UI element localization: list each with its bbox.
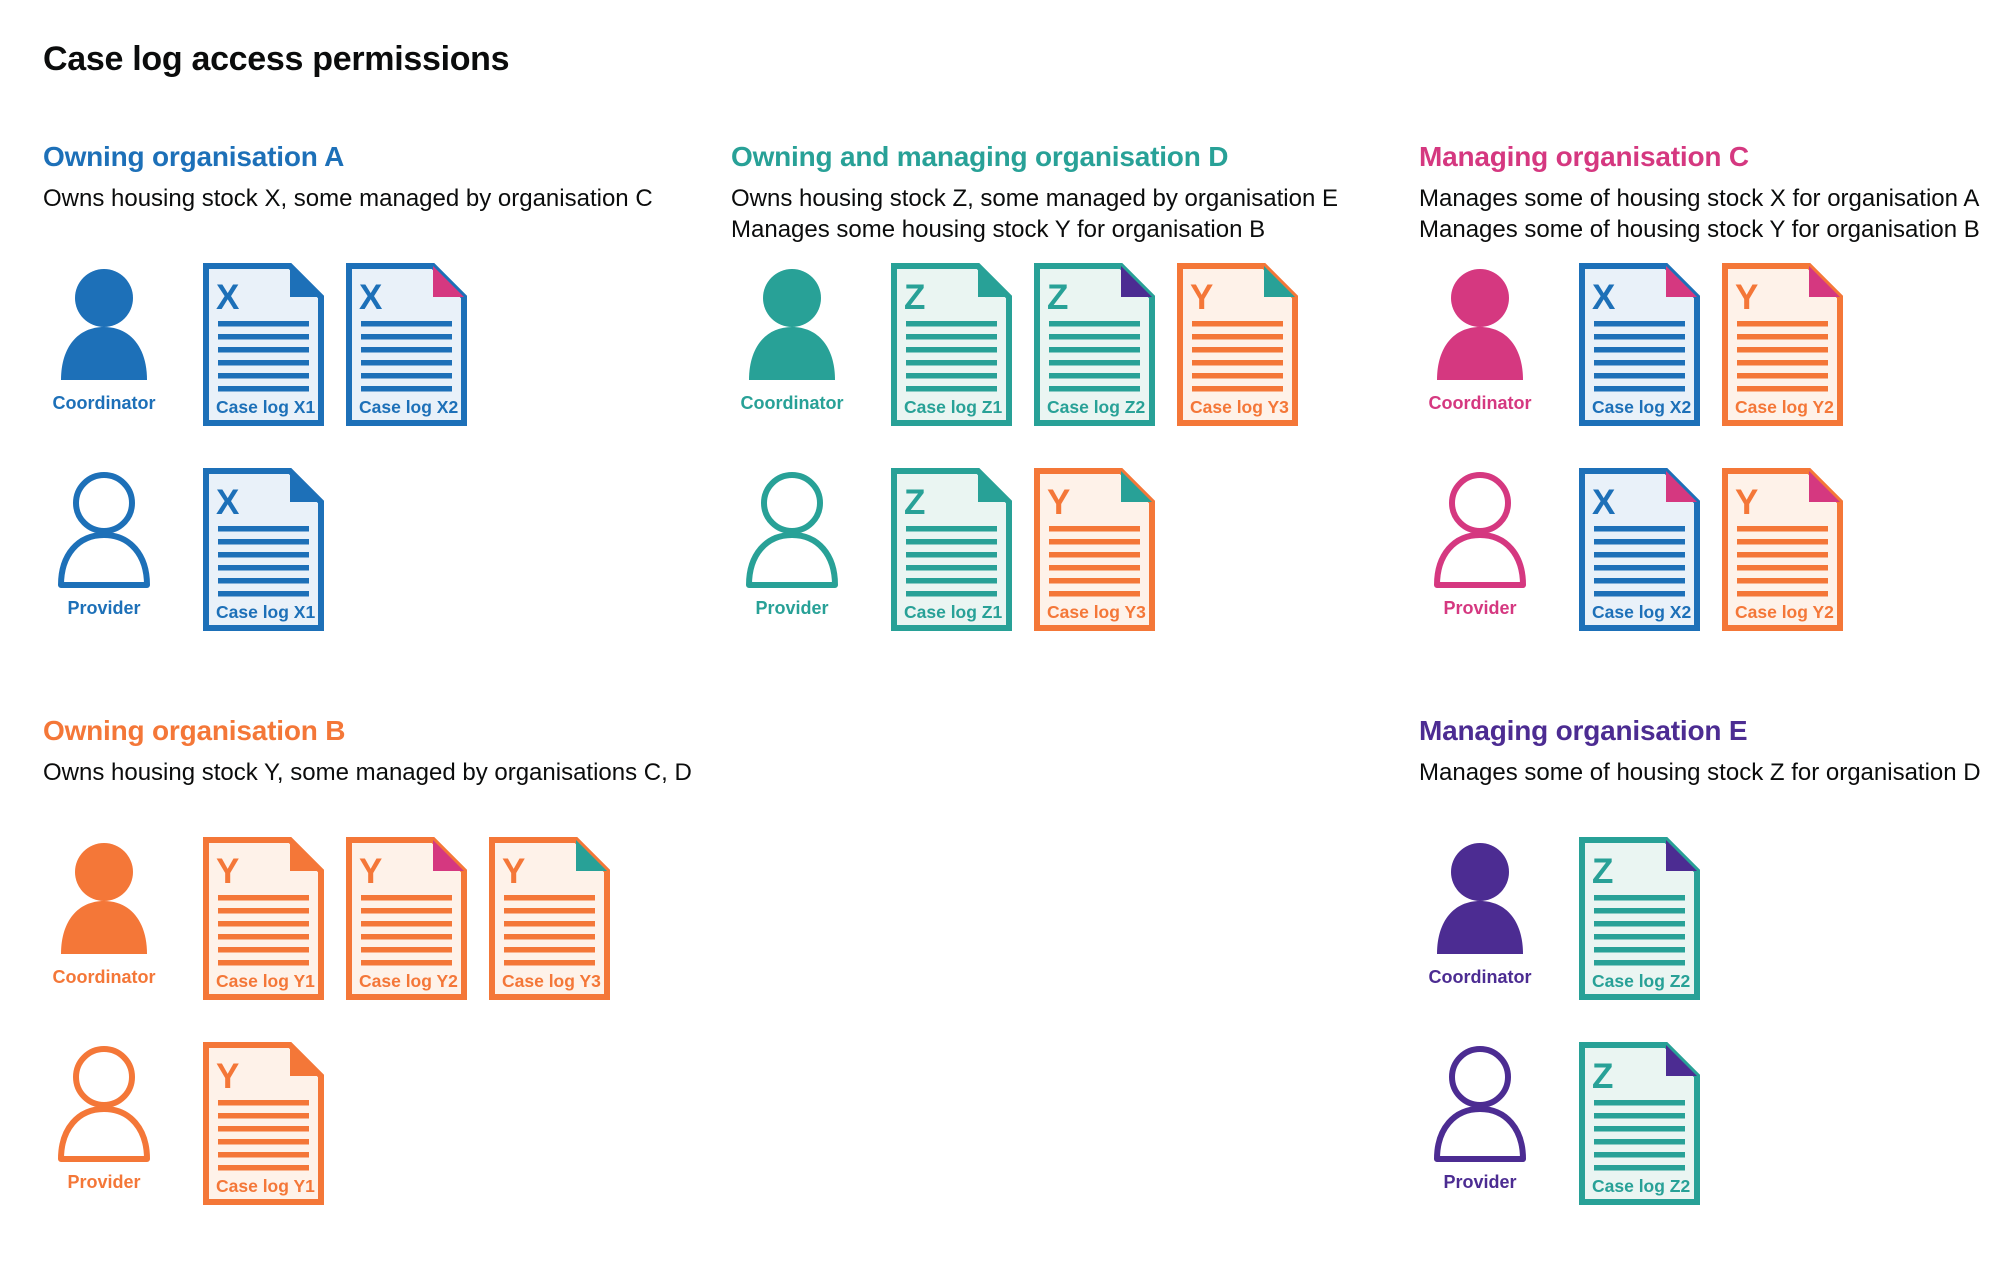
org-section-c: [1419, 141, 1998, 631]
org-section-a: [43, 141, 731, 631]
org-section-e: [1419, 715, 1998, 1205]
case-log-doc: [489, 837, 610, 1000]
stock-letter: Y: [216, 1057, 240, 1096]
case-log-label: Case log Y3: [502, 971, 601, 991]
case-log-doc-icon: [203, 263, 324, 426]
case-log-docs: [1579, 468, 1843, 631]
stock-letter: Y: [1047, 483, 1071, 522]
case-log-label: Case log Z1: [904, 602, 1003, 622]
coordinator-row: [731, 263, 1419, 426]
stock-letter: X: [1592, 483, 1616, 522]
case-log-doc-icon: [203, 837, 324, 1000]
stock-letter: X: [216, 278, 240, 317]
case-log-docs: [1579, 1042, 1700, 1205]
case-log-doc: [203, 1042, 324, 1205]
case-log-label: Case log Y2: [1735, 397, 1834, 417]
case-log-doc: [346, 263, 467, 426]
column-middle: [731, 141, 1419, 631]
org-description-line: Owns housing stock X, some managed by organisation C: [43, 185, 653, 212]
org-description-line: Owns housing stock Y, some managed by organisations C, D: [43, 759, 692, 786]
case-log-doc-icon: [1722, 263, 1843, 426]
case-log-doc: [1579, 263, 1700, 426]
case-log-docs: [203, 468, 324, 631]
case-log-doc-icon: [1722, 468, 1843, 631]
org-description: [1419, 757, 1998, 819]
case-log-doc: [203, 263, 324, 426]
person-icon: [1427, 267, 1533, 383]
case-log-label: Case log Y1: [216, 1176, 315, 1196]
org-title-a: Owning organisation A: [43, 141, 345, 172]
case-log-label: Case log Y3: [1047, 602, 1146, 622]
case-log-doc-icon: [1579, 1042, 1700, 1205]
person-outline-icon: [739, 472, 845, 588]
person-role-label: Coordinator: [740, 393, 844, 413]
page-title: Case log access permissions: [43, 40, 510, 78]
provider-person: [43, 468, 165, 619]
case-log-label: Case log Z2: [1592, 1176, 1691, 1196]
case-log-doc-icon: [203, 468, 324, 631]
column-left: [43, 141, 731, 1205]
org-description-line: Manages some of housing stock X for organisation A: [1419, 185, 1980, 212]
case-log-doc: [1579, 837, 1700, 1000]
person-role-label: Provider: [1443, 1172, 1517, 1192]
person-icon: [739, 267, 845, 383]
person-outline-icon: [51, 1046, 157, 1162]
case-log-doc: [891, 263, 1012, 426]
case-log-label: Case log X2: [359, 397, 459, 417]
case-log-doc-icon: [203, 1042, 324, 1205]
person-role-label: Provider: [67, 598, 141, 618]
case-log-doc-icon: [1579, 837, 1700, 1000]
case-log-doc-icon: [891, 263, 1012, 426]
case-log-doc-icon: [1034, 468, 1155, 631]
coordinator-row: [43, 837, 731, 1000]
provider-person: [1419, 1042, 1541, 1193]
stock-letter: X: [1592, 278, 1616, 317]
stock-letter: X: [216, 483, 240, 522]
case-log-doc-icon: [1177, 263, 1298, 426]
stock-letter: Z: [1047, 278, 1069, 317]
provider-row: [731, 468, 1419, 631]
person-role-label: Provider: [755, 598, 829, 618]
provider-row: [1419, 1042, 1998, 1205]
case-log-label: Case log Y2: [359, 971, 458, 991]
case-log-label: Case log X1: [216, 602, 316, 622]
stock-letter: Z: [1592, 852, 1614, 891]
case-log-label: Case log Y2: [1735, 602, 1834, 622]
stock-letter: Z: [904, 483, 926, 522]
case-log-doc: [1722, 468, 1843, 631]
org-description-line: Manages some housing stock Y for organisation B: [731, 216, 1266, 243]
coordinator-person: [43, 263, 165, 414]
case-log-doc: [1579, 468, 1700, 631]
case-log-label: Case log X2: [1592, 397, 1692, 417]
person-icon: [51, 841, 157, 957]
org-description: [43, 183, 731, 245]
coordinator-person: [1419, 263, 1541, 414]
person-role-label: Provider: [67, 1172, 141, 1192]
coordinator-person: [1419, 837, 1541, 988]
org-title-e: Managing organisation E: [1419, 715, 1748, 746]
stock-letter: Z: [1592, 1057, 1614, 1096]
case-log-doc: [203, 468, 324, 631]
case-log-doc-icon: [346, 837, 467, 1000]
column-right: [1419, 141, 1998, 1205]
person-outline-icon: [1427, 472, 1533, 588]
provider-row: [1419, 468, 1998, 631]
case-log-docs: [891, 468, 1155, 631]
org-section-b: [43, 715, 731, 1205]
provider-person: [731, 468, 853, 619]
case-log-label: Case log X1: [216, 397, 316, 417]
case-log-docs: [203, 837, 610, 1000]
org-columns: [43, 141, 2000, 1205]
case-log-doc: [891, 468, 1012, 631]
org-description-line: Owns housing stock Z, some managed by organisation E: [731, 185, 1338, 212]
case-log-doc: [1722, 263, 1843, 426]
case-log-docs: [203, 263, 467, 426]
org-title-c: Managing organisation C: [1419, 141, 1749, 172]
case-log-doc-icon: [891, 468, 1012, 631]
case-log-label: Case log Y3: [1190, 397, 1289, 417]
case-log-doc-icon: [1034, 263, 1155, 426]
case-log-doc-icon: [1579, 468, 1700, 631]
org-description-line: Manages some of housing stock Y for organisation B: [1419, 216, 1980, 243]
coordinator-row: [1419, 837, 1998, 1000]
person-icon: [51, 267, 157, 383]
provider-person: [43, 1042, 165, 1193]
case-log-doc: [1177, 263, 1298, 426]
person-role-label: Coordinator: [52, 967, 156, 987]
stock-letter: Y: [1190, 278, 1214, 317]
person-icon: [1427, 841, 1533, 957]
coordinator-person: [731, 263, 853, 414]
org-description: [1419, 183, 1998, 245]
coordinator-person: [43, 837, 165, 988]
org-description-line: Manages some of housing stock Z for organisation D: [1419, 759, 1981, 786]
case-log-doc-icon: [489, 837, 610, 1000]
case-log-label: Case log Z2: [1592, 971, 1691, 991]
org-title-d: Owning and managing organisation D: [731, 141, 1229, 172]
person-role-label: Provider: [1443, 598, 1517, 618]
stock-letter: Y: [502, 852, 526, 891]
case-log-doc: [346, 837, 467, 1000]
provider-row: [43, 468, 731, 631]
case-log-doc: [1034, 263, 1155, 426]
person-role-label: Coordinator: [52, 393, 156, 413]
stock-letter: X: [359, 278, 383, 317]
stock-letter: Y: [1735, 278, 1759, 317]
case-log-docs: [1579, 263, 1843, 426]
case-log-docs: [1579, 837, 1700, 1000]
case-log-label: Case log X2: [1592, 602, 1692, 622]
case-log-docs: [891, 263, 1298, 426]
person-role-label: Coordinator: [1428, 393, 1532, 413]
org-section-d: [731, 141, 1419, 631]
case-log-docs: [203, 1042, 324, 1205]
case-log-label: Case log Z1: [904, 397, 1003, 417]
person-role-label: Coordinator: [1428, 967, 1532, 987]
case-log-doc: [1034, 468, 1155, 631]
case-log-label: Case log Y1: [216, 971, 315, 991]
org-title-b: Owning organisation B: [43, 715, 346, 746]
stock-letter: Y: [1735, 483, 1759, 522]
coordinator-row: [1419, 263, 1998, 426]
person-outline-icon: [51, 472, 157, 588]
stock-letter: Y: [216, 852, 240, 891]
provider-row: [43, 1042, 731, 1205]
org-description: [43, 757, 731, 819]
org-description: [731, 183, 1419, 245]
person-outline-icon: [1427, 1046, 1533, 1162]
stock-letter: Z: [904, 278, 926, 317]
provider-person: [1419, 468, 1541, 619]
stock-letter: Y: [359, 852, 383, 891]
case-log-doc-icon: [1579, 263, 1700, 426]
case-log-doc: [1579, 1042, 1700, 1205]
case-log-doc: [203, 837, 324, 1000]
case-log-doc-icon: [346, 263, 467, 426]
case-log-label: Case log Z2: [1047, 397, 1146, 417]
coordinator-row: [43, 263, 731, 426]
